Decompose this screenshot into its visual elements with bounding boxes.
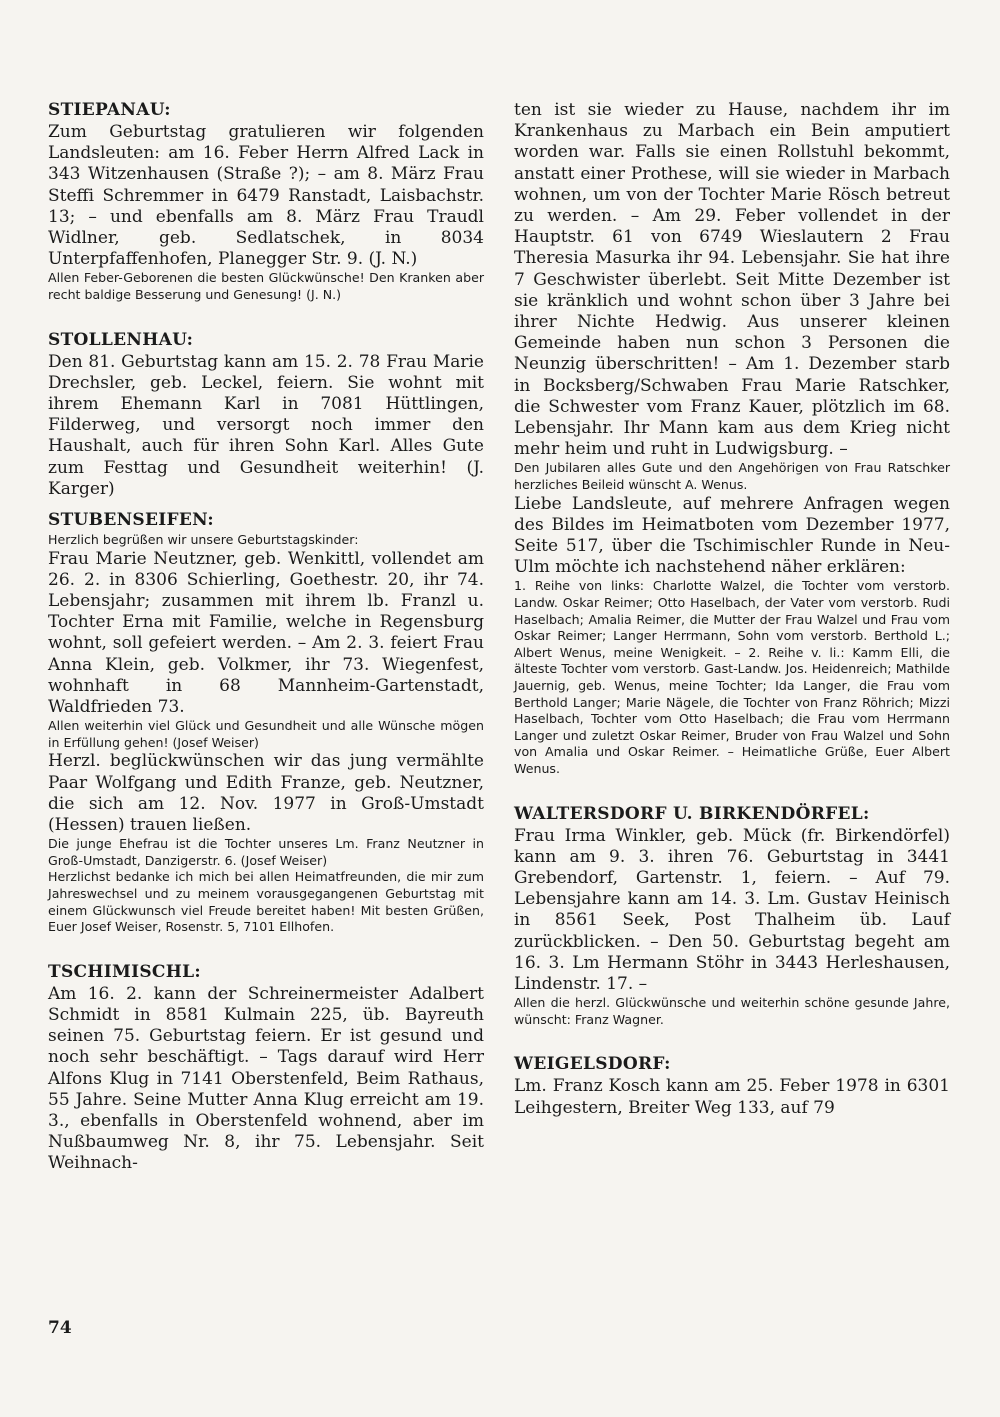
condolence-note: Den Jubilaren alles Gute und den Angehörigen von Frau Ratschker herzliches Beileid wünscht A. Wenus. bbox=[514, 460, 950, 493]
stubenseifen-note-2: Die junge Ehefrau ist die Tochter unseres Lm. Franz Neutzner in Groß-Umstadt, Danzigerstr. 6. (Josef Weiser) bbox=[48, 836, 484, 868]
waltersdorf-paragraph: Frau Irma Winkler, geb. Mück (fr. Birkendörfel) kann am 9. 3. ihren 76. Geburtstag in 3441 Grebendorf, Gartenstr. 1, feiern. – Auf 79. Lebensjahre kann am 14. 3. Lm. Gustav Heinisch in 8561 Seek, Post Thalheim üb. Lauf zurückblicken. – Den 50. Geburtstag begeht am 16. 3. Lm Hermann Stöhr in 3443 Herleshausen, Lindenstr. 17. – bbox=[514, 825, 950, 994]
waltersdorf-note: Allen die herzl. Glückwünsche und weiterhin schöne gesunde Jahre, wünscht: Franz Wagner. bbox=[514, 995, 950, 1027]
stubenseifen-paragraph-2: Herzl. beglückwünschen wir das jung vermählte Paar Wolfgang und Edith Franze, geb. Neutzner, die sich am 12. Nov. 1977 in Groß-Umstadt (Hessen) trauen ließen. bbox=[48, 751, 484, 836]
section-heading-tschimischl: TSCHIMISCHL: bbox=[48, 961, 201, 982]
stiepanau-note: Allen Feber-Geborenen die besten Glückwünsche! Den Kranken aber recht baldige Besserung und Genesung! (J. N.) bbox=[48, 270, 484, 303]
section-heading-stiepanau: STIEPANAU: bbox=[48, 100, 171, 120]
continuation-paragraph: ten ist sie wieder zu Hause, nachdem ihr im Krankenhaus zu Marbach ein Bein amputiert worden war. Falls sie einen Rollstuhl bekommt, anstatt einer Prothese, will sie wieder in Marbach wohnen, um von der Tochter Marie Rösch betreut zu werden. – Am 29. Feber vollendet in der Hauptstr. 61 von 6749 Wieslautern 2 Frau Theresia Masurka ihr 94. Lebensjahr. Sie hat ihre 7 Geschwister überlebt. Seit Mitte Dezember ist sie kränklich und wohnt schon über 3 Jahre bei ihrer Nichte Hedwig. Aus unserer kleinen Gemeinde haben nun schon 3 Personen die Neunzig überschritten! – Am 1. Dezember starb in Bocksberg/Schwaben Frau Marie Ratschker, die Schwester vom Franz Kauer, plötzlich im 68. Lebensjahr. Ihr Mann kam aus dem Krieg nicht mehr heim und ruht in Ludwigsburg. – bbox=[514, 100, 950, 460]
page-number: 74 bbox=[48, 1318, 72, 1338]
stubenseifen-paragraph-1: Frau Marie Neutzner, geb. Wenkittl, vollendet am 26. 2. in 8306 Schierling, Goethestr. 20, ihr 74. Lebensjahr; zusammen mit ihrem lb. Franzl u. Tochter Erna mit Familie, welche in Regensburg wohnt, soll gefeiert werden. – Am 2. 3. feiert Frau Anna Klein, geb. Volkmer, ihr 73. Wiegenfest, wohnhaft in 68 Mannheim-Gartenstadt, Waldfrieden 73. bbox=[48, 548, 484, 718]
section-heading-waltersdorf: WALTERSDORF U. BIRKENDÖRFEL: bbox=[514, 803, 870, 824]
photo-caption-list: 1. Reihe von links: Charlotte Walzel, die Tochter vom verstorb. Landw. Oskar Reimer; Otto Haselbach, der Vater vom verstorb. Rudi Haselbach; Amalia Reimer, die Mutter der Frau Walzel und Frau vom Oskar Reimer; Langer Herrmann, Sohn vom verstorb. Berthold L.; Albert Wenus, meine Wenigkeit. – 2. Reihe v. li.: Kamm Elli, die älteste Tochter vom verstorb. Gast-Landw. Jos. Heidenreich; Mathilde Jauernig, geb. Wenus, meine Tochter; Ida Langer, die Frau vom Berthold Langer; Marie Nägele, die Tochter von Franz Röhrich; Mizzi Haselbach, Tochter vom Otto Haselbach; die Frau vom Herrmann Langer und zuletzt Oskar Reimer, Bruder von Frau Walzel und Sohn von Amalia und Oskar Reimer. – Heimatliche Grüße, Euer Albert Wenus. bbox=[514, 578, 950, 776]
stubenseifen-intro: Herzlich begrüßen wir unsere Geburtstagskinder: bbox=[48, 532, 359, 548]
left-column bbox=[48, 100, 484, 1175]
stubenseifen-note-1: Allen weiterhin viel Glück und Gesundheit und alle Wünsche mögen in Erfüllung gehen! (Josef Weiser) bbox=[48, 718, 484, 750]
section-heading-stubenseifen: STUBENSEIFEN: bbox=[48, 510, 214, 531]
stiepanau-paragraph: Zum Geburtstag gratulieren wir folgenden Landsleuten: am 16. Feber Herrn Alfred Lack in 343 Witzenhausen (Straße ?); – am 8. März Frau Steffi Schremmer in 6479 Ranstadt, Laisbachstr. 13; – und ebenfalls am 8. März Frau Traudl Widlner, geb. Sedlatschek, in 8034 Unterpfaffenhofen, Planegger Str. 9. (J. N.) bbox=[48, 122, 484, 270]
section-heading-weigelsdorf: WEIGELSDORF: bbox=[514, 1054, 671, 1075]
weigelsdorf-paragraph: Lm. Franz Kosch kann am 25. Feber 1978 in 6301 Leihgestern, Breiter Weg 133, auf 79 bbox=[514, 1076, 950, 1118]
landsleute-paragraph: Liebe Landsleute, auf mehrere Anfragen wegen des Bildes im Heimatboten vom Dezember 1977, Seite 517, über die Tschimischler Runde in Neu-Ulm möchte ich nachstehend näher erklären: bbox=[514, 493, 950, 578]
section-heading-stollenhau: STOLLENHAU: bbox=[48, 329, 194, 350]
stollenhau-paragraph: Den 81. Geburtstag kann am 15. 2. 78 Frau Marie Drechsler, geb. Leckel, feiern. Sie wohnt mit ihrem Ehemann Karl in 7081 Hüttlingen, Filderweg, und versorgt noch immer den Haushalt, auch für ihren Sohn Karl. Alles Gute zum Festtag und Gesundheit weiterhin! (J. Karger) bbox=[48, 351, 484, 499]
stubenseifen-thanks: Herzlichst bedanke ich mich bei allen Heimatfreunden, die mir zum Jahreswechsel und zu meinem vorausgegangenen Geburtstag mit einem Glückwunsch viel Freude bereitet haben! Mit besten Grüßen, Euer Josef Weiser, Rosenstr. 5, 7101 Ellhofen. bbox=[48, 869, 484, 935]
right-column bbox=[514, 100, 950, 1119]
tschimischl-paragraph: Am 16. 2. kann der Schreinermeister Adalbert Schmidt in 8581 Kulmain 225, üb. Bayreuth seinen 75. Geburtstag feiern. Er ist gesund und noch sehr beschäftigt. – Tags darauf wird Herr Alfons Klug in 7141 Oberstenfeld, Beim Rathaus, 55 Jahre. Seine Mutter Anna Klug erreicht am 19. 3., ebenfalls in Oberstenfeld wohnend, aber im Nußbaumweg Nr. 8, ihr 75. Lebensjahr. Seit Weihnach- bbox=[48, 983, 484, 1174]
